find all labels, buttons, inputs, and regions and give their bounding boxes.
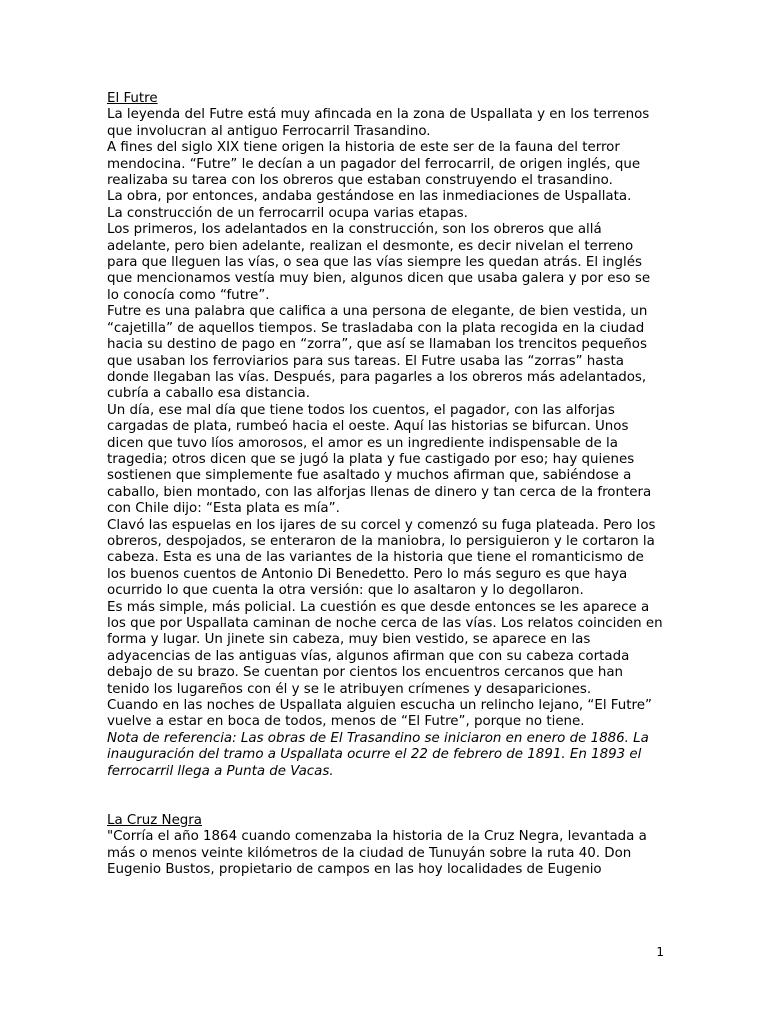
paragraph: Es más simple, más policial. La cuestión es que desde entonces se les aparece a los que por Uspallata caminan de noche cerca de las vías. Los relatos coinciden en forma y lugar. Un jinete sin cabeza, muy bien vestido, se aparece en las adyacencias de las antiguas vías, algunos afirman que con su cabeza cortada debajo de su brazo. Se cuentan por cientos los encuentros cercanos que han tenido los lugareños con él y se le atribuyen crímenes y desapariciones. [107,599,663,697]
section-title-la-cruz-negra: La Cruz Negra [107,812,203,828]
paragraph: A fines del siglo XIX tiene origen la historia de este ser de la fauna del terror mendocina. “Futre” le decían a un pagador del ferrocarril, de origen inglés, que realizaba su tarea con los obreros que estaban construyendo el trasandino. [107,140,641,189]
paragraph: Futre es una palabra que califica a una persona de elegante, de bien vestida, un “cajetilla” de aquellos tiempos. Se trasladaba con la plata recogida en la ciudad hacia su destino de pago en “zorra”, que así se llamaban los trencitos pequeños que usaban los ferroviarios para sus tareas. El Futre usaba las “zorras” hasta donde llegaban las vías. Después, para pagarles a los obreros más adelantados, cubría a caballo esa distancia. [107,304,648,402]
paragraph: La leyenda del Futre está muy afincada en la zona de Uspallata y en los terrenos que involucran al antiguo Ferrocarril Trasandino. [107,107,650,139]
paragraph: Clavó las espuelas en los ijares de su corcel y comenzó su fuga plateada. Pero los obreros, despojados, se enteraron de la maniobra, lo persiguieron y le cortaron la cabeza. Esta es una de las variantes de la historia que tiene el romanticismo de los buenos cuentos de Antonio Di Benedetto. Pero lo más seguro es que haya ocurrido lo que cuenta la otra versión: que lo asaltaron y lo degollaron. [107,517,656,599]
paragraph: La construcción de un ferrocarril ocupa varias etapas. [107,205,468,221]
section-spacer [107,780,663,813]
section-title-el-futre: El Futre [107,91,158,106]
paragraph: La obra, por entonces, andaba gestándose en las inmediaciones de Uspallata. [107,189,632,205]
paragraph: Los primeros, los adelantados en la construcción, son los obreros que allá adelante, pero bien adelante, realizan el desmonte, es decir nivelan el terreno para que lleguen las vías, o sea que las vías siempre les quedan atrás. El inglés que mencionamos vestía muy bien, algunos dicen que usaba galera y por eso se lo conocía como “futre”. [107,222,651,303]
paragraph: "Corría el año 1864 cuando comenzaba la historia de la Cruz Negra, levantada a más o menos veinte kilómetros de la ciudad de Tunuyán sobre la ruta 40. Don Eugenio Bustos, propietario de campos en las hoy localidades de Eugenio [107,829,647,878]
paragraph: Cuando en las noches de Uspallata alguien escucha un relincho lejano, “El Futre” vuelve a estar en boca de todos, menos de “El Futre”, porque no tiene. [107,698,652,730]
reference-note: Nota de referencia: Las obras de El Trasandino se iniciaron en enero de 1886. La inauguración del tramo a Uspallata ocurre el 22 de febrero de 1891. En 1893 el ferrocarril llega a Punta de Vacas. [107,730,649,779]
page-number: 1 [656,945,664,959]
document-body [107,91,663,878]
paragraph: Un día, ese mal día que tiene todos los cuentos, el pagador, con las alforjas cargadas de plata, rumbeó hacia el oeste. Aquí las historias se bifurcan. Unos dicen que tuvo líos amorosos, el amor es un ingrediente indispensable de la tragedia; otros dicen que se jugó la plata y fue castigado por eso; hay quienes sostienen que simplemente fue asaltado y muchos afirman que, sabiéndose a caballo, bien montado, con las alforjas llenas de dinero y tan cerca de la frontera con Chile dijo: “Esta plata es mía”. [107,402,652,517]
